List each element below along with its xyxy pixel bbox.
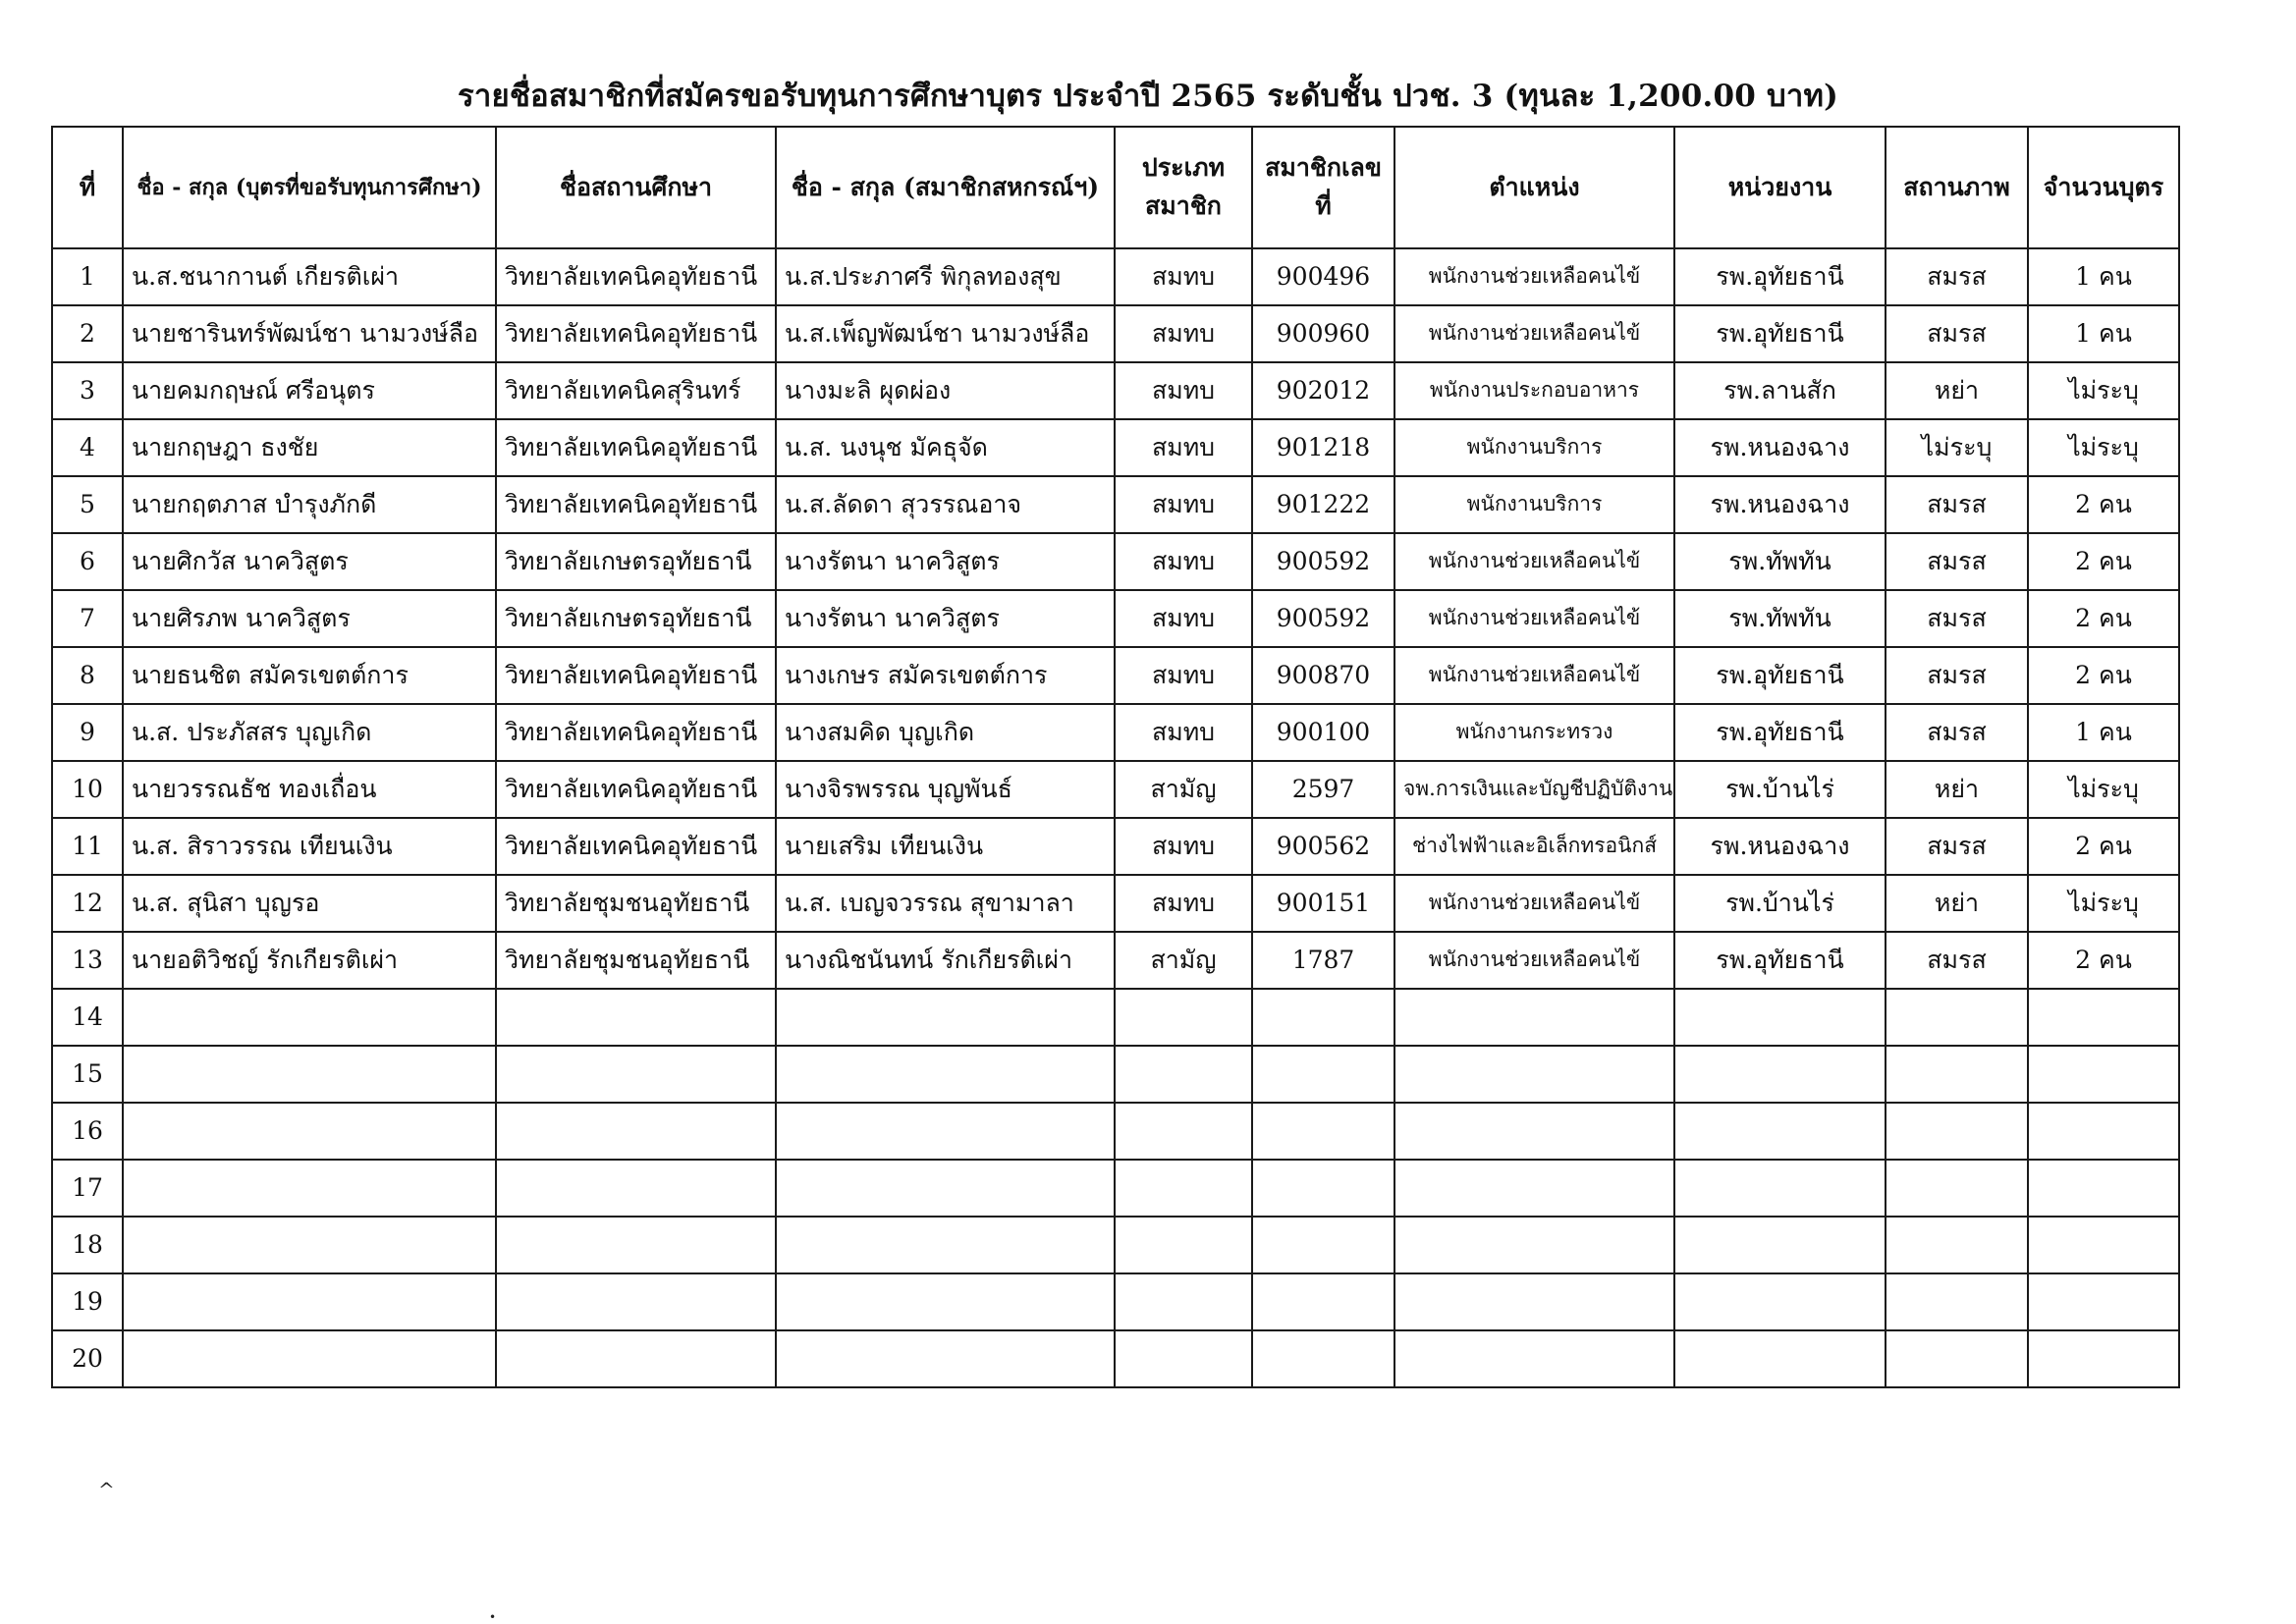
position-cell bbox=[1394, 1273, 1674, 1330]
header-position: ตำแหน่ง bbox=[1394, 127, 1674, 248]
school-name-cell: วิทยาลัยเทคนิคอุทัยธานี bbox=[496, 419, 776, 476]
member-name-cell bbox=[776, 1160, 1115, 1217]
header-member-type bbox=[1115, 127, 1252, 248]
children-count-cell bbox=[2028, 1046, 2179, 1103]
table-row bbox=[52, 989, 2179, 1046]
member-id-cell bbox=[1252, 1330, 1394, 1387]
member-type-cell: สมทบ bbox=[1115, 476, 1252, 533]
child-name-cell bbox=[123, 1217, 496, 1273]
marital-status-cell: สมรส bbox=[1886, 590, 2028, 647]
school-name-cell bbox=[496, 1160, 776, 1217]
header-member-type-line1: ประเภท bbox=[1141, 153, 1226, 183]
row-number-cell: 6 bbox=[52, 533, 123, 590]
children-count-cell: 2 คน bbox=[2028, 590, 2179, 647]
marital-status-cell: หย่า bbox=[1886, 362, 2028, 419]
header-unit: หน่วยงาน bbox=[1674, 127, 1886, 248]
row-number-cell: 17 bbox=[52, 1160, 123, 1217]
member-name-cell bbox=[776, 1273, 1115, 1330]
member-type-cell: สามัญ bbox=[1115, 932, 1252, 989]
table-row bbox=[52, 305, 2179, 362]
member-id-cell bbox=[1252, 1103, 1394, 1160]
children-count-cell: ไม่ระบุ bbox=[2028, 761, 2179, 818]
child-name-cell: นายคมกฤษณ์ ศรีอนุตร bbox=[123, 362, 496, 419]
member-id-cell: 900496 bbox=[1252, 248, 1394, 305]
unit-cell: รพ.อุทัยธานี bbox=[1674, 305, 1886, 362]
position-cell: พนักงานช่วยเหลือคนไข้ bbox=[1394, 875, 1674, 932]
child-name-cell: นายกฤษฎา ธงชัย bbox=[123, 419, 496, 476]
position-cell bbox=[1394, 1160, 1674, 1217]
marital-status-cell: หย่า bbox=[1886, 761, 2028, 818]
member-name-cell bbox=[776, 1330, 1115, 1387]
row-number-cell: 5 bbox=[52, 476, 123, 533]
member-id-cell: 900151 bbox=[1252, 875, 1394, 932]
children-count-cell: 2 คน bbox=[2028, 476, 2179, 533]
school-name-cell bbox=[496, 1046, 776, 1103]
marital-status-cell: สมรส bbox=[1886, 704, 2028, 761]
children-count-cell: ไม่ระบุ bbox=[2028, 362, 2179, 419]
table-body bbox=[52, 248, 2179, 1387]
member-type-cell: สมทบ bbox=[1115, 533, 1252, 590]
row-number-cell: 8 bbox=[52, 647, 123, 704]
member-name-cell: นางรัตนา นาควิสูตร bbox=[776, 590, 1115, 647]
position-cell: พนักงานบริการ bbox=[1394, 419, 1674, 476]
member-name-cell: นางสมคิด บุญเกิด bbox=[776, 704, 1115, 761]
child-name-cell: นายชารินทร์พัฒน์ชา นามวงษ์ลือ bbox=[123, 305, 496, 362]
unit-cell: รพ.อุทัยธานี bbox=[1674, 248, 1886, 305]
member-name-cell: น.ส.เพ็ญพัฒน์ชา นามวงษ์ลือ bbox=[776, 305, 1115, 362]
page-title: รายชื่อสมาชิกที่สมัครขอรับทุนการศึกษาบุตร ประจำปี 2565 ระดับชั้น ปวช. 3 (ทุนละ 1,200.00 บาท) bbox=[458, 79, 1838, 114]
unit-cell: รพ.อุทัยธานี bbox=[1674, 704, 1886, 761]
child-name-cell: นายวรรณธัช ทองเถื่อน bbox=[123, 761, 496, 818]
member-name-cell bbox=[776, 1217, 1115, 1273]
member-type-cell: สมทบ bbox=[1115, 647, 1252, 704]
table-row bbox=[52, 419, 2179, 476]
unit-cell bbox=[1674, 1330, 1886, 1387]
children-count-cell: 1 คน bbox=[2028, 248, 2179, 305]
unit-cell: รพ.หนองฉาง bbox=[1674, 818, 1886, 875]
member-name-cell: นางจิรพรรณ บุญพันธ์ bbox=[776, 761, 1115, 818]
child-name-cell: น.ส. สิราวรรณ เทียนเงิน bbox=[123, 818, 496, 875]
unit-cell: รพ.ทัพทัน bbox=[1674, 533, 1886, 590]
member-id-cell bbox=[1252, 989, 1394, 1046]
table-row bbox=[52, 362, 2179, 419]
row-number-cell: 14 bbox=[52, 989, 123, 1046]
school-name-cell: วิทยาลัยชุมชนอุทัยธานี bbox=[496, 875, 776, 932]
member-name-cell: นางรัตนา นาควิสูตร bbox=[776, 533, 1115, 590]
marital-status-cell bbox=[1886, 1160, 2028, 1217]
children-count-cell: 1 คน bbox=[2028, 305, 2179, 362]
position-cell: ช่างไฟฟ้าและอิเล็กทรอนิกส์ bbox=[1394, 818, 1674, 875]
school-name-cell bbox=[496, 1217, 776, 1273]
marital-status-cell: สมรส bbox=[1886, 818, 2028, 875]
child-name-cell: นายกฤตภาส บำรุงภักดี bbox=[123, 476, 496, 533]
child-name-cell: น.ส. สุนิสา บุญรอ bbox=[123, 875, 496, 932]
marital-status-cell: สมรส bbox=[1886, 647, 2028, 704]
row-number-cell: 19 bbox=[52, 1273, 123, 1330]
member-id-cell: 902012 bbox=[1252, 362, 1394, 419]
marital-status-cell: สมรส bbox=[1886, 248, 2028, 305]
unit-cell: รพ.อุทัยธานี bbox=[1674, 647, 1886, 704]
children-count-cell bbox=[2028, 1330, 2179, 1387]
header-child-name: ชื่อ - สกุล (บุตรที่ขอรับทุนการศึกษา) bbox=[123, 127, 496, 248]
row-number-cell: 15 bbox=[52, 1046, 123, 1103]
table-row bbox=[52, 1217, 2179, 1273]
member-id-cell: 900870 bbox=[1252, 647, 1394, 704]
school-name-cell: วิทยาลัยเทคนิคอุทัยธานี bbox=[496, 761, 776, 818]
unit-cell bbox=[1674, 1217, 1886, 1273]
unit-cell: รพ.ทัพทัน bbox=[1674, 590, 1886, 647]
school-name-cell bbox=[496, 1273, 776, 1330]
marital-status-cell: สมรส bbox=[1886, 476, 2028, 533]
row-number-cell: 18 bbox=[52, 1217, 123, 1273]
position-cell: พนักงานช่วยเหลือคนไข้ bbox=[1394, 932, 1674, 989]
member-type-cell bbox=[1115, 1103, 1252, 1160]
member-type-cell: สมทบ bbox=[1115, 362, 1252, 419]
table-row bbox=[52, 1330, 2179, 1387]
member-type-cell bbox=[1115, 1046, 1252, 1103]
school-name-cell: วิทยาลัยชุมชนอุทัยธานี bbox=[496, 932, 776, 989]
table-row bbox=[52, 1160, 2179, 1217]
school-name-cell: วิทยาลัยเทคนิคอุทัยธานี bbox=[496, 305, 776, 362]
table-row bbox=[52, 1046, 2179, 1103]
member-name-cell: น.ส. เบญจวรรณ สุขามาลา bbox=[776, 875, 1115, 932]
member-id-cell: 900592 bbox=[1252, 533, 1394, 590]
header-member-name: ชื่อ - สกุล (สมาชิกสหกรณ์ฯ) bbox=[776, 127, 1115, 248]
table-header-row bbox=[52, 127, 2179, 248]
member-type-cell bbox=[1115, 1330, 1252, 1387]
position-cell bbox=[1394, 1046, 1674, 1103]
marital-status-cell: สมรส bbox=[1886, 533, 2028, 590]
member-type-cell: สมทบ bbox=[1115, 248, 1252, 305]
children-count-cell: 2 คน bbox=[2028, 818, 2179, 875]
children-count-cell bbox=[2028, 989, 2179, 1046]
marital-status-cell bbox=[1886, 1273, 2028, 1330]
unit-cell: รพ.หนองฉาง bbox=[1674, 419, 1886, 476]
row-number-cell: 7 bbox=[52, 590, 123, 647]
marital-status-cell bbox=[1886, 1217, 2028, 1273]
school-name-cell bbox=[496, 1330, 776, 1387]
member-id-cell: 1787 bbox=[1252, 932, 1394, 989]
header-children: จำนวนบุตร bbox=[2028, 127, 2179, 248]
position-cell bbox=[1394, 1217, 1674, 1273]
child-name-cell: นายอติวิชญ์ รักเกียรติเผ่า bbox=[123, 932, 496, 989]
marital-status-cell bbox=[1886, 1046, 2028, 1103]
member-name-cell bbox=[776, 1046, 1115, 1103]
unit-cell: รพ.บ้านไร่ bbox=[1674, 875, 1886, 932]
position-cell bbox=[1394, 1103, 1674, 1160]
children-count-cell: 2 คน bbox=[2028, 647, 2179, 704]
row-number-cell: 1 bbox=[52, 248, 123, 305]
unit-cell bbox=[1674, 1273, 1886, 1330]
position-cell bbox=[1394, 989, 1674, 1046]
member-id-cell: 901222 bbox=[1252, 476, 1394, 533]
children-count-cell bbox=[2028, 1273, 2179, 1330]
marital-status-cell bbox=[1886, 1103, 2028, 1160]
children-count-cell: 2 คน bbox=[2028, 932, 2179, 989]
member-type-cell: สมทบ bbox=[1115, 419, 1252, 476]
header-no: ที่ bbox=[52, 127, 123, 248]
marital-status-cell: หย่า bbox=[1886, 875, 2028, 932]
member-type-cell: สมทบ bbox=[1115, 590, 1252, 647]
member-name-cell: นายเสริม เทียนเงิน bbox=[776, 818, 1115, 875]
child-name-cell bbox=[123, 1046, 496, 1103]
row-number-cell: 2 bbox=[52, 305, 123, 362]
children-count-cell bbox=[2028, 1160, 2179, 1217]
member-type-cell: สมทบ bbox=[1115, 305, 1252, 362]
marital-status-cell: ไม่ระบุ bbox=[1886, 419, 2028, 476]
table-row bbox=[52, 248, 2179, 305]
position-cell: พนักงานช่วยเหลือคนไข้ bbox=[1394, 647, 1674, 704]
child-name-cell: นายธนชิต สมัครเขตต์การ bbox=[123, 647, 496, 704]
unit-cell: รพ.ลานสัก bbox=[1674, 362, 1886, 419]
member-name-cell: นางณิชนันทน์ รักเกียรติเผ่า bbox=[776, 932, 1115, 989]
school-name-cell: วิทยาลัยเทคนิคอุทัยธานี bbox=[496, 704, 776, 761]
member-id-cell bbox=[1252, 1217, 1394, 1273]
member-name-cell: นางมะลิ ผุดผ่อง bbox=[776, 362, 1115, 419]
header-member-type-line2: สมาชิก bbox=[1145, 191, 1222, 220]
unit-cell bbox=[1674, 1160, 1886, 1217]
position-cell: พนักงานกระทรวง bbox=[1394, 704, 1674, 761]
member-name-cell bbox=[776, 1103, 1115, 1160]
header-status: สถานภาพ bbox=[1886, 127, 2028, 248]
row-number-cell: 4 bbox=[52, 419, 123, 476]
row-number-cell: 9 bbox=[52, 704, 123, 761]
unit-cell bbox=[1674, 1046, 1886, 1103]
member-id-cell: 900592 bbox=[1252, 590, 1394, 647]
scholarship-table bbox=[51, 126, 2180, 1388]
scan-mark-1: ^ bbox=[98, 1478, 115, 1501]
school-name-cell bbox=[496, 1103, 776, 1160]
position-cell: พนักงานช่วยเหลือคนไข้ bbox=[1394, 248, 1674, 305]
children-count-cell: 1 คน bbox=[2028, 704, 2179, 761]
school-name-cell: วิทยาลัยเกษตรอุทัยธานี bbox=[496, 590, 776, 647]
member-id-cell bbox=[1252, 1046, 1394, 1103]
header-school: ชื่อสถานศึกษา bbox=[496, 127, 776, 248]
position-cell: พนักงานประกอบอาหาร bbox=[1394, 362, 1674, 419]
member-type-cell bbox=[1115, 1217, 1252, 1273]
school-name-cell: วิทยาลัยเทคนิคอุทัยธานี bbox=[496, 248, 776, 305]
child-name-cell bbox=[123, 989, 496, 1046]
row-number-cell: 16 bbox=[52, 1103, 123, 1160]
marital-status-cell bbox=[1886, 1330, 2028, 1387]
member-id-cell: 900100 bbox=[1252, 704, 1394, 761]
table-row bbox=[52, 932, 2179, 989]
member-type-cell: สมทบ bbox=[1115, 818, 1252, 875]
member-type-cell bbox=[1115, 1273, 1252, 1330]
member-type-cell: สมทบ bbox=[1115, 875, 1252, 932]
scan-mark-2: • bbox=[489, 1610, 497, 1624]
position-cell: พนักงานบริการ bbox=[1394, 476, 1674, 533]
row-number-cell: 11 bbox=[52, 818, 123, 875]
table-row bbox=[52, 818, 2179, 875]
member-type-cell bbox=[1115, 1160, 1252, 1217]
member-name-cell: น.ส. นงนุช มัคธุจัด bbox=[776, 419, 1115, 476]
table-row bbox=[52, 761, 2179, 818]
member-id-cell: 900562 bbox=[1252, 818, 1394, 875]
school-name-cell bbox=[496, 989, 776, 1046]
school-name-cell: วิทยาลัยเทคนิคอุทัยธานี bbox=[496, 818, 776, 875]
position-cell bbox=[1394, 1330, 1674, 1387]
marital-status-cell: สมรส bbox=[1886, 932, 2028, 989]
child-name-cell: นายศิรภพ นาควิสูตร bbox=[123, 590, 496, 647]
child-name-cell: น.ส. ประภัสสร บุญเกิด bbox=[123, 704, 496, 761]
row-number-cell: 20 bbox=[52, 1330, 123, 1387]
member-id-cell: 2597 bbox=[1252, 761, 1394, 818]
table-row bbox=[52, 875, 2179, 932]
member-name-cell: น.ส.ประภาศรี พิกุลทองสุข bbox=[776, 248, 1115, 305]
school-name-cell: วิทยาลัยเกษตรอุทัยธานี bbox=[496, 533, 776, 590]
row-number-cell: 12 bbox=[52, 875, 123, 932]
table-row bbox=[52, 647, 2179, 704]
member-name-cell bbox=[776, 989, 1115, 1046]
member-type-cell bbox=[1115, 989, 1252, 1046]
table-row bbox=[52, 533, 2179, 590]
child-name-cell bbox=[123, 1160, 496, 1217]
unit-cell: รพ.อุทัยธานี bbox=[1674, 932, 1886, 989]
table-row bbox=[52, 1103, 2179, 1160]
position-cell: จพ.การเงินและบัญชีปฏิบัติงาน bbox=[1394, 761, 1674, 818]
member-id-cell: 901218 bbox=[1252, 419, 1394, 476]
table-row bbox=[52, 476, 2179, 533]
position-cell: พนักงานช่วยเหลือคนไข้ bbox=[1394, 305, 1674, 362]
child-name-cell: น.ส.ชนากานต์ เกียรติเผ่า bbox=[123, 248, 496, 305]
position-cell: พนักงานช่วยเหลือคนไข้ bbox=[1394, 533, 1674, 590]
table-row bbox=[52, 590, 2179, 647]
children-count-cell bbox=[2028, 1217, 2179, 1273]
header-member-id: สมาชิกเลขที่ bbox=[1252, 127, 1394, 248]
table-row bbox=[52, 1273, 2179, 1330]
children-count-cell: 2 คน bbox=[2028, 533, 2179, 590]
school-name-cell: วิทยาลัยเทคนิคสุรินทร์ bbox=[496, 362, 776, 419]
marital-status-cell: สมรส bbox=[1886, 305, 2028, 362]
member-id-cell: 900960 bbox=[1252, 305, 1394, 362]
unit-cell: รพ.หนองฉาง bbox=[1674, 476, 1886, 533]
member-name-cell: นางเกษร สมัครเขตต์การ bbox=[776, 647, 1115, 704]
children-count-cell bbox=[2028, 1103, 2179, 1160]
child-name-cell bbox=[123, 1330, 496, 1387]
children-count-cell: ไม่ระบุ bbox=[2028, 419, 2179, 476]
unit-cell: รพ.บ้านไร่ bbox=[1674, 761, 1886, 818]
unit-cell bbox=[1674, 1103, 1886, 1160]
member-type-cell: สามัญ bbox=[1115, 761, 1252, 818]
member-name-cell: น.ส.ลัดดา สุวรรณอาจ bbox=[776, 476, 1115, 533]
child-name-cell: นายศิกวัส นาควิสูตร bbox=[123, 533, 496, 590]
member-type-cell: สมทบ bbox=[1115, 704, 1252, 761]
row-number-cell: 13 bbox=[52, 932, 123, 989]
member-id-cell bbox=[1252, 1160, 1394, 1217]
row-number-cell: 10 bbox=[52, 761, 123, 818]
unit-cell bbox=[1674, 989, 1886, 1046]
child-name-cell bbox=[123, 1273, 496, 1330]
position-cell: พนักงานช่วยเหลือคนไข้ bbox=[1394, 590, 1674, 647]
table-row bbox=[52, 704, 2179, 761]
member-id-cell bbox=[1252, 1273, 1394, 1330]
school-name-cell: วิทยาลัยเทคนิคอุทัยธานี bbox=[496, 476, 776, 533]
marital-status-cell bbox=[1886, 989, 2028, 1046]
children-count-cell: ไม่ระบุ bbox=[2028, 875, 2179, 932]
row-number-cell: 3 bbox=[52, 362, 123, 419]
child-name-cell bbox=[123, 1103, 496, 1160]
school-name-cell: วิทยาลัยเทคนิคอุทัยธานี bbox=[496, 647, 776, 704]
